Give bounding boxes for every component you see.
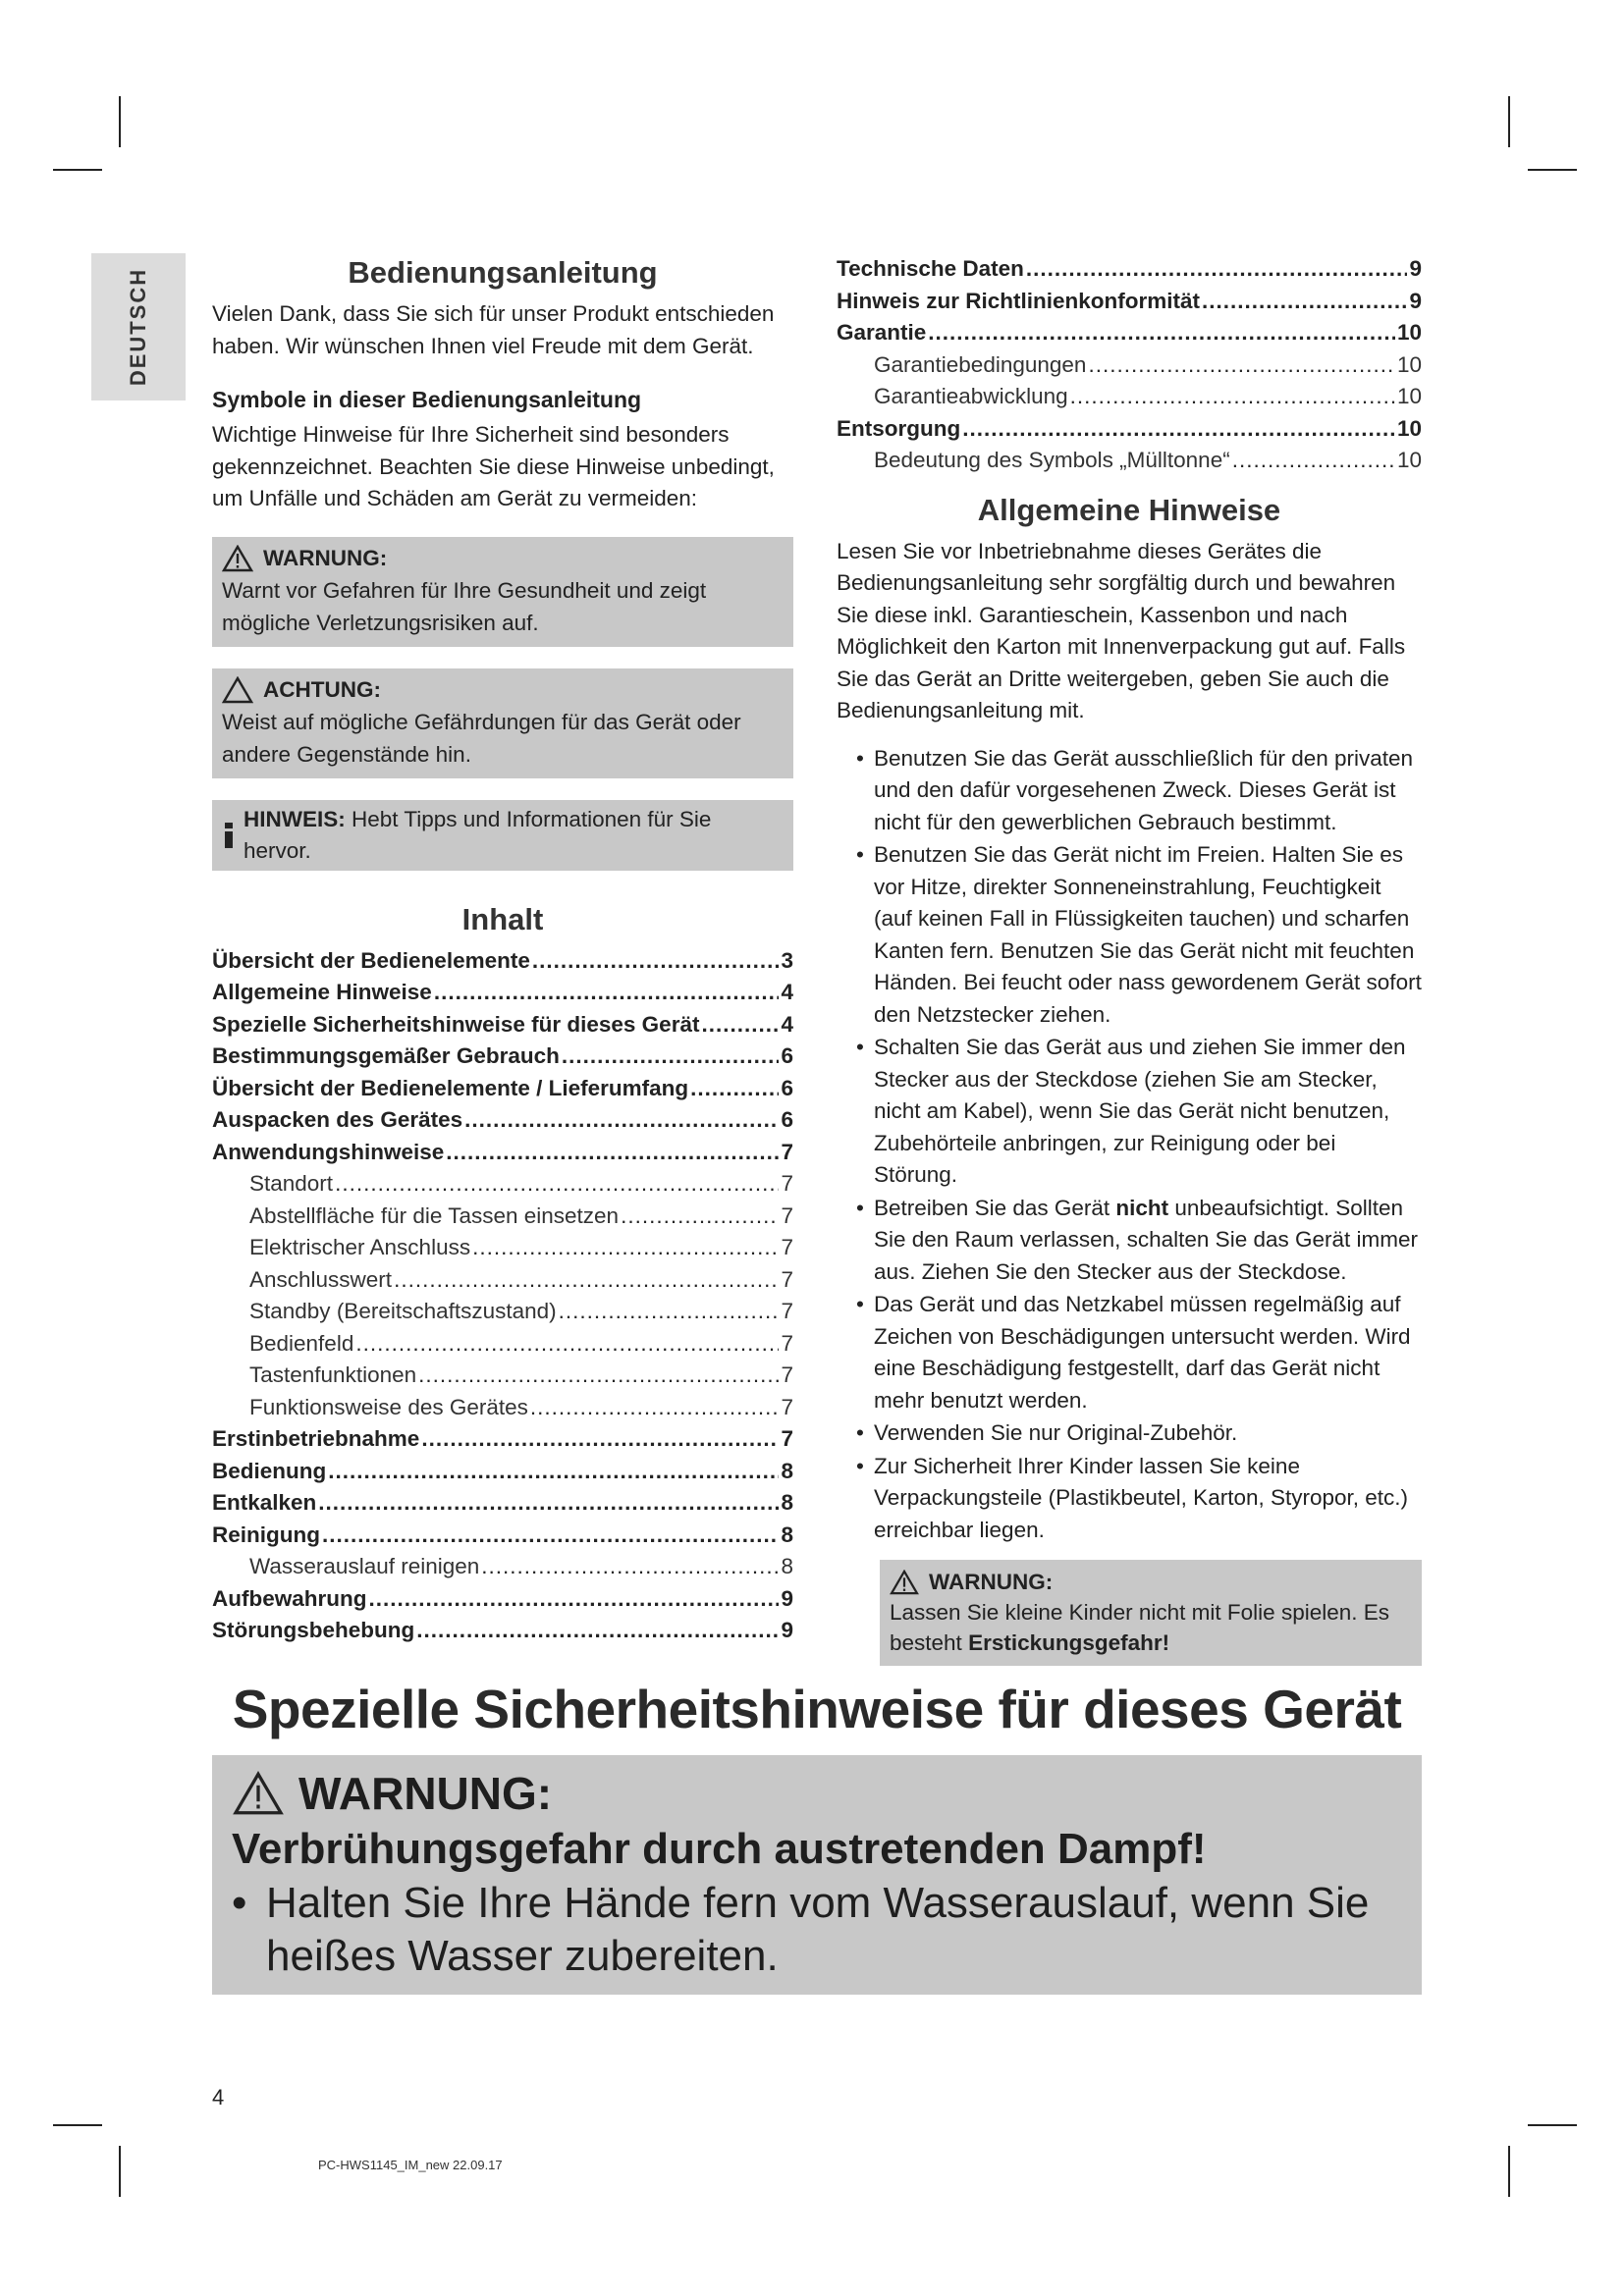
- toc-entry-title: Erstinbetriebnahme: [212, 1426, 420, 1451]
- toc-entry-title: Auspacken des Gerätes: [212, 1107, 463, 1132]
- toc-entry-page: 4: [781, 980, 793, 1004]
- toc-entry-page: 6: [781, 1075, 793, 1100]
- toc-entry: [212, 1487, 793, 1520]
- bullet-item: • Benutzen Sie das Gerät nicht im Freien. Halten Sie es vor Hitze, direkter Sonneneinstrahlung, Feuchtigkeit (auf keinen Fall in Flüssigkeiten tauchen) und scharfen Kanten fern. Benutzen Sie das Gerät nicht mit feuchten Händen. Bei feucht oder nass gewordenem Gerät sofort den Netzstecker ziehen.: [856, 842, 1422, 1027]
- toc-entry-title: Störungsbehebung: [212, 1618, 415, 1642]
- toc-entry-page: 4: [781, 1011, 793, 1037]
- toc-leader-dots: [928, 317, 1395, 349]
- special-warning-item: • Halten Sie Ihre Hände fern vom Wasserauslauf, wenn Sie heißes Wasser zubereiten.: [232, 1879, 1370, 1980]
- left-column: [212, 253, 793, 1647]
- toc-leader-dots: [464, 1104, 779, 1137]
- crop-mark: [1508, 96, 1510, 147]
- bullet-item: • Schalten Sie das Gerät aus und ziehen Sie immer den Stecker aus der Steckdose (ziehen Sie am Stecker, nicht am Kabel), wenn Sie das Gerät nicht benutzen, Zubehörteile anbringen, zur Reinigung oder bei Störung.: [856, 1035, 1406, 1187]
- footer-imprint: PC-HWS1145_IM_new 22.09.17: [318, 2158, 503, 2172]
- toc-entry: [212, 1009, 793, 1041]
- toc-title: Inhalt: [461, 901, 544, 936]
- info-icon: [222, 823, 236, 848]
- language-label: DEUTSCH: [126, 267, 150, 387]
- toc-entry: [212, 1073, 793, 1105]
- toc-entry: [837, 253, 1422, 286]
- warning-triangle-icon: [890, 1570, 919, 1595]
- toc-leader-dots: [1232, 445, 1395, 477]
- toc-leader-dots: [335, 1168, 779, 1201]
- toc-leader-dots: [962, 413, 1395, 446]
- achtung-label: ACHTUNG:: [263, 676, 381, 702]
- hinweis-label: HINWEIS:: [243, 806, 346, 831]
- toc-entry-page: 8: [781, 1522, 793, 1547]
- toc-entry-page: 10: [1396, 384, 1422, 408]
- toc-entry-page: 3: [781, 947, 793, 973]
- achtung-box: [212, 668, 793, 778]
- toc-entry-page: 7: [781, 1171, 793, 1196]
- toc-leader-dots: [318, 1487, 779, 1520]
- toc-leader-dots: [472, 1232, 779, 1264]
- toc-entry-page: 7: [781, 1202, 793, 1228]
- toc-entry: [837, 286, 1422, 318]
- toc-leader-dots: [559, 1296, 780, 1328]
- toc-entry-page: 10: [1396, 415, 1422, 441]
- bullet-item: • Zur Sicherheit Ihrer Kinder lassen Sie keine Verpackungsteile (Plastikbeutel, Karton, Styropor, etc.) erreichbar liegen.: [856, 1453, 1409, 1542]
- symbols-text: Wichtige Hinweise für Ihre Sicherheit sind besonders gekennzeichnet. Beachten Sie diese Hinweise unbedingt, um Unfälle und Schäden am Gerät zu vermeiden:: [212, 422, 775, 510]
- warning-triangle-icon: [232, 1771, 285, 1816]
- toc-entry: [212, 1615, 793, 1647]
- toc-entry-title: Bedienung: [212, 1458, 327, 1483]
- toc-entry: [212, 1264, 793, 1297]
- toc-leader-dots: [530, 1392, 780, 1424]
- warning-triangle-icon: [222, 545, 253, 572]
- intro-text: Vielen Dank, dass Sie sich für unser Produkt entschieden haben. Wir wünschen Ihnen viel Freude mit dem Gerät.: [212, 301, 775, 358]
- toc-entry-page: 6: [781, 1043, 793, 1068]
- special-warning-label: WARNUNG:: [298, 1768, 553, 1819]
- toc-leader-dots: [481, 1551, 779, 1583]
- bullet-item: • Das Gerät und das Netzkabel müssen regelmäßig auf Zeichen von Beschädigungen untersucht werden. Wird eine Beschädigung festgestellt, darf das Gerät nicht mehr benutzt werden.: [856, 1292, 1411, 1413]
- caution-triangle-icon: [222, 676, 253, 704]
- toc-entry-page: 7: [781, 1362, 793, 1387]
- toc-entry: [212, 977, 793, 1009]
- toc-leader-dots: [1202, 286, 1407, 318]
- toc-entry-page: 7: [781, 1330, 793, 1356]
- toc-entry: [212, 1168, 793, 1201]
- toc-leader-dots: [394, 1264, 779, 1297]
- toc-entry-title: Tastenfunktionen: [249, 1362, 417, 1387]
- warnung-text: Lassen Sie kleine Kinder nicht mit Folie spielen. Es besteht Erstickungsgefahr!: [890, 1600, 1390, 1655]
- toc-entry-title: Bedeutung des Symbols „Mülltonne“: [874, 448, 1230, 472]
- toc-entry: [837, 445, 1422, 477]
- toc-entry: [212, 1392, 793, 1424]
- toc-entry: [212, 1360, 793, 1392]
- toc-entry: [212, 1520, 793, 1552]
- toc-leader-dots: [532, 945, 780, 978]
- bullet-item: • Betreiben Sie das Gerät nicht unbeaufsichtigt. Sollten Sie den Raum verlassen, schalten Sie das Gerät immer aus. Ziehen Sie den Stecker aus der Steckdose.: [856, 1195, 1418, 1284]
- toc-entry-page: 7: [781, 1139, 793, 1164]
- toc-entry-page: 10: [1396, 320, 1422, 345]
- warnung-box: [212, 537, 793, 647]
- toc-entry-page: 9: [1409, 288, 1422, 313]
- table-of-contents: [212, 945, 793, 1647]
- manual-title: Bedienungsanleitung: [348, 255, 658, 290]
- page-number: 4: [212, 2085, 225, 2109]
- toc-leader-dots: [328, 1456, 779, 1488]
- general-bullet-list: [837, 743, 1422, 1547]
- toc-entry-title: Standby (Bereitschaftszustand): [249, 1299, 557, 1323]
- warnung-box-small: [880, 1560, 1422, 1666]
- toc-entry-title: Elektrischer Anschluss: [249, 1235, 471, 1259]
- toc-entry-page: 7: [781, 1266, 793, 1292]
- toc-entry-title: Reinigung: [212, 1522, 320, 1547]
- toc-entry-title: Aufbewahrung: [212, 1585, 367, 1611]
- toc-leader-dots: [1088, 349, 1395, 382]
- toc-entry-page: 7: [781, 1299, 793, 1323]
- toc-entry-page: 7: [781, 1394, 793, 1419]
- toc-entry-title: Wasserauslauf reinigen: [249, 1554, 480, 1578]
- toc-entry: [212, 1328, 793, 1361]
- toc-entry: [212, 945, 793, 978]
- toc-entry-title: Bedienfeld: [249, 1330, 354, 1356]
- toc-entry-title: Anschlusswert: [249, 1266, 393, 1292]
- toc-leader-dots: [1070, 381, 1395, 413]
- toc-entry: [837, 349, 1422, 382]
- toc-entry-page: 8: [781, 1490, 793, 1515]
- toc-entry-title: Technische Daten: [837, 256, 1024, 281]
- warnung-text: Warnt vor Gefahren für Ihre Gesundheit und zeigt mögliche Verletzungsrisiken auf.: [222, 577, 707, 635]
- special-safety-title: Spezielle Sicherheitshinweise für dieses Gerät: [232, 1679, 1402, 1739]
- toc-entry: [212, 1041, 793, 1073]
- toc-leader-dots: [355, 1328, 779, 1361]
- toc-entry: [212, 1137, 793, 1169]
- toc-leader-dots: [418, 1360, 779, 1392]
- toc-entry-page: 9: [1409, 256, 1422, 281]
- toc-entry-title: Spezielle Sicherheitshinweise für dieses Gerät: [212, 1011, 700, 1037]
- language-tab: [91, 253, 186, 400]
- toc-entry-title: Funktionsweise des Gerätes: [249, 1394, 528, 1419]
- special-warning-subtitle: Verbrühungsgefahr durch austretenden Dampf!: [232, 1825, 1207, 1873]
- toc-entry-page: 7: [781, 1235, 793, 1259]
- toc-entry-title: Garantie: [837, 320, 927, 345]
- toc-leader-dots: [416, 1615, 779, 1647]
- toc-entry-title: Standort: [249, 1171, 334, 1196]
- toc-entry: [212, 1551, 793, 1583]
- toc-leader-dots: [322, 1520, 780, 1552]
- toc-entry-title: Entsorgung: [837, 415, 961, 441]
- toc-entry: [212, 1456, 793, 1488]
- toc-entry-title: Garantiebedingungen: [874, 351, 1087, 377]
- toc-entry-title: Übersicht der Bedienelemente / Lieferumfang: [212, 1075, 689, 1100]
- toc-leader-dots: [1026, 253, 1408, 286]
- special-warning-box: [212, 1755, 1422, 1995]
- toc-leader-dots: [434, 977, 780, 1009]
- toc-leader-dots: [701, 1009, 779, 1041]
- toc-entry: [212, 1296, 793, 1328]
- warnung-label: WARNUNG:: [929, 1570, 1054, 1594]
- hinweis-text: Hebt Tipps und Informationen für Sie hervor.: [243, 806, 712, 863]
- toc-entry-page: 9: [781, 1618, 793, 1642]
- toc-entry-title: Entkalken: [212, 1490, 317, 1515]
- toc-entry: [837, 413, 1422, 446]
- toc-entry-title: Anwendungshinweise: [212, 1139, 445, 1164]
- crop-mark: [53, 2124, 102, 2126]
- general-text: Lesen Sie vor Inbetriebnahme dieses Gerätes die Bedienungsanleitung sehr sorgfältig durch und bewahren Sie diese inkl. Garantieschein, Kassenbon und nach Möglichkeit den Karton mit Innenverpackung gut auf. Falls Sie das Gerät an Dritte weitergeben, geben Sie auch die Bedienungsanleitung mit.: [837, 538, 1406, 722]
- toc-entry: [212, 1201, 793, 1233]
- toc-entry: [837, 317, 1422, 349]
- toc-entry-title: Allgemeine Hinweise: [212, 980, 432, 1004]
- table-of-contents-continued: [837, 253, 1422, 477]
- toc-leader-dots: [446, 1137, 779, 1169]
- toc-entry: [212, 1232, 793, 1264]
- toc-leader-dots: [421, 1423, 779, 1456]
- hinweis-box: [212, 800, 793, 871]
- toc-entry-title: Abstellfläche für die Tassen einsetzen: [249, 1202, 620, 1228]
- toc-entry: [212, 1104, 793, 1137]
- toc-leader-dots: [621, 1201, 779, 1233]
- toc-leader-dots: [690, 1073, 779, 1105]
- toc-entry-page: 7: [781, 1426, 793, 1451]
- toc-entry-page: 10: [1396, 448, 1422, 472]
- toc-entry-page: 9: [781, 1585, 793, 1611]
- crop-mark: [119, 2146, 121, 2197]
- toc-entry-page: 6: [781, 1107, 793, 1132]
- warnung-label: WARNUNG:: [263, 545, 388, 570]
- general-title: Allgemeine Hinweise: [977, 492, 1281, 527]
- achtung-text: Weist auf mögliche Gefährdungen für das Gerät oder andere Gegenstände hin.: [222, 709, 741, 767]
- toc-entry: [212, 1423, 793, 1456]
- toc-entry-title: Übersicht der Bedienelemente: [212, 947, 530, 973]
- toc-entry-page: 8: [781, 1458, 793, 1483]
- crop-mark: [1528, 2124, 1577, 2126]
- right-column: [837, 253, 1422, 1666]
- crop-mark: [1528, 169, 1577, 171]
- toc-entry: [837, 381, 1422, 413]
- symbols-heading: Symbole in dieser Bedienungsanleitung: [212, 387, 642, 412]
- toc-leader-dots: [562, 1041, 780, 1073]
- toc-entry-title: Hinweis zur Richtlinienkonformität: [837, 288, 1201, 313]
- crop-mark: [53, 169, 102, 171]
- bullet-item: • Verwenden Sie nur Original-Zubehör.: [856, 1420, 1238, 1445]
- toc-entry-title: Bestimmungsgemäßer Gebrauch: [212, 1043, 560, 1068]
- crop-mark: [1508, 2146, 1510, 2197]
- toc-entry-title: Garantieabwicklung: [874, 384, 1068, 408]
- toc-leader-dots: [369, 1583, 780, 1616]
- toc-entry-page: 10: [1396, 351, 1422, 377]
- toc-entry-page: 8: [781, 1554, 793, 1578]
- bullet-item: • Benutzen Sie das Gerät ausschließlich für den privaten und den dafür vorgesehenen Zweck. Dieses Gerät ist nicht für den gewerblichen Gebrauch bestimmt.: [856, 745, 1414, 834]
- toc-entry: [212, 1583, 793, 1616]
- crop-mark: [119, 96, 121, 147]
